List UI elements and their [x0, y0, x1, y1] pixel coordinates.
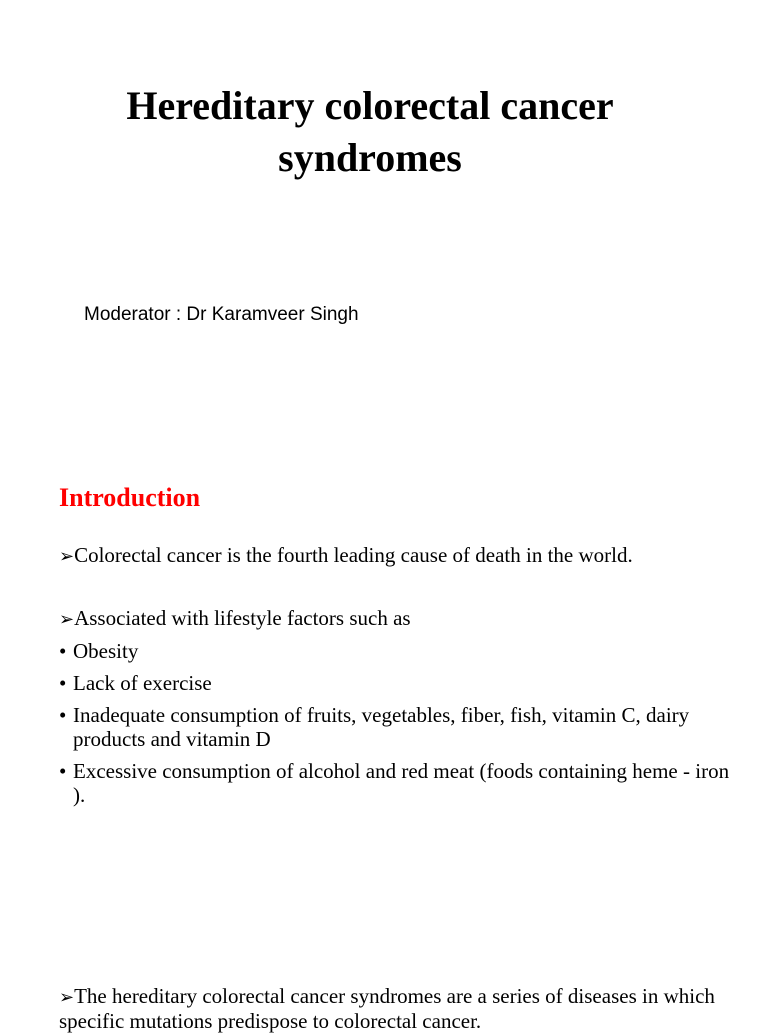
- slide-title-line-1: Hereditary colorectal cancer: [126, 83, 614, 128]
- point-lifestyle-factors: [59, 606, 739, 631]
- list-item: [59, 639, 739, 663]
- moderator-text: Moderator : Dr Karamveer Singh: [84, 304, 359, 325]
- point-leading-cause-text: Colorectal cancer is the fourth leading cause of death in the world.: [74, 543, 633, 567]
- arrow-bullet-icon: ➢: [59, 546, 75, 566]
- bullet-dot-icon: •: [59, 759, 67, 783]
- list-item-text: Obesity: [73, 639, 139, 663]
- list-item-text: Inadequate consumption of fruits, vegetables, fiber, fish, vitamin C, dairy products and vitamin D: [73, 703, 690, 751]
- list-item: [59, 703, 739, 751]
- lifestyle-factors-list: [59, 639, 739, 815]
- list-item-text: Excessive consumption of alcohol and red meat (foods containing heme - iron ).: [73, 759, 730, 807]
- bullet-dot-icon: •: [59, 671, 67, 695]
- point-lifestyle-factors-text: Associated with lifestyle factors such as: [74, 606, 411, 630]
- list-item: [59, 759, 739, 807]
- arrow-bullet-icon: ➢: [59, 987, 75, 1007]
- arrow-bullet-icon: ➢: [59, 609, 75, 629]
- point-leading-cause: [59, 543, 739, 568]
- bullet-dot-icon: •: [59, 639, 67, 663]
- introduction-heading: Introduction: [59, 483, 201, 512]
- list-item: [59, 671, 739, 695]
- bullet-dot-icon: •: [59, 703, 67, 727]
- point-hereditary-syndromes: [59, 984, 739, 1033]
- list-item-text: Lack of exercise: [73, 671, 212, 695]
- slide-title-line-2: syndromes: [278, 135, 462, 180]
- point-hereditary-syndromes-text: The hereditary colorectal cancer syndromes are a series of diseases in which specific mutations predispose to colorectal cancer.: [59, 984, 715, 1033]
- slide-title: [0, 80, 740, 184]
